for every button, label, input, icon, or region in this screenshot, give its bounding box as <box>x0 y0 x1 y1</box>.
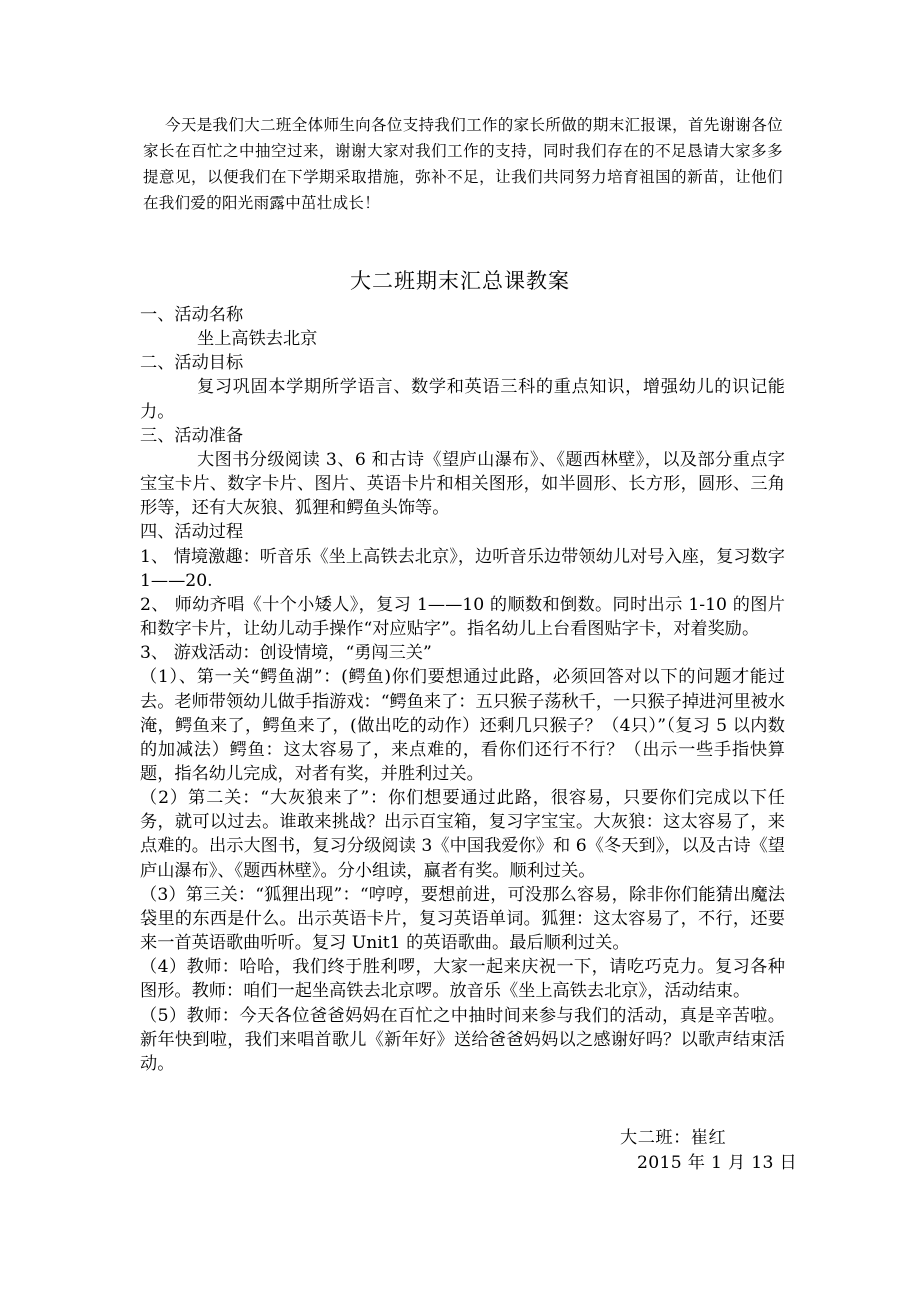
intro-paragraph: 今天是我们大二班全体师生向各位支持我们工作的家长所做的期末汇报课，首先谢谢各位家长在百忙之中抽空过来，谢谢大家对我们工作的支持，同时我们存在的不足恳请大家多多提意见，以便我们在下学期采取措施，弥补不足，让我们共同努力培育祖国的新苗，让他们在我们爱的阳光雨露中茁壮成长！ <box>143 116 783 212</box>
game-level-1: （1）、第一关“鳄鱼湖”：(鳄鱼)你们要想通过此路，必须回答对以下的问题才能过去。老师带领幼儿做手指游戏：“鳄鱼来了：五只猴子荡秋千，一只猴子掉进河里被水淹，鳄鱼来了，鳄鱼来了，(做出吃的动作）还剩几只猴子？（4只）”（复习 5 以内数的加减法）鳄鱼：这太容易了，来点难的，看你们还行不行？（出示一些手指快算题，指名幼儿完成，对者有奖，并胜利过关。 <box>140 667 785 784</box>
section-heading-activity-prep: 三、活动准备 <box>140 425 244 446</box>
author-signature: 大二班：崔红 <box>620 1128 727 1148</box>
game-level-2: （2）第二关：“大灰狼来了”：你们想要通过此路，很容易，只要你们完成以下任务，就可以过去。谁敢来挑战？出示百宝箱，复习字宝宝。大灰狼：这太容易了，来点难的。出示大图书，复习分级阅读 3《中国我爱你》和 6《冬天到》，以及古诗《望庐山瀑布》、《题西林壁》。分小组读，赢者有奖。顺利过关。 <box>140 788 785 881</box>
process-step-2: 2、 师幼齐唱《十个小矮人》，复习 1——10 的顺数和倒数。同时出示 1-10 的图片和数字卡片，让幼儿动手操作“对应贴字”。指名幼儿上台看图贴字卡，对着奖励。 <box>140 594 785 640</box>
section-heading-activity-name: 一、活动名称 <box>140 305 244 325</box>
game-level-3: （3）第三关：“狐狸出现”：“哼哼，要想前进，可没那么容易，除非你们能猜出魔法袋里的东西是什么。出示英语卡片，复习英语单词。狐狸：这太容易了，不行，还要来一首英语歌曲听听。复习 Unit1 的英语歌曲。最后顺利过关。 <box>140 884 785 954</box>
lesson-plan-body <box>140 303 785 1076</box>
document-date: 2015 年 1 月 13 日 <box>637 1153 797 1173</box>
section-heading-activity-process: 四、活动过程 <box>140 522 244 543</box>
document-title: 大二班期末汇总课教案 <box>350 269 570 293</box>
game-level-5: （5）教师：今天各位爸爸妈妈在百忙之中抽时间来参与我们的活动，真是辛苦啦。新年快到啦，我们来唱首歌儿《新年好》送给爸爸妈妈以之感谢好吗？以歌声结束活动。 <box>140 1005 785 1074</box>
process-step-3: 3、 游戏活动：创设情境，“勇闯三关” <box>140 643 432 664</box>
activity-prep-text: 大图书分级阅读 3、6 和古诗《望庐山瀑布》、《题西林壁》，以及部分重点字宝宝卡片、数字卡片、图片、英语卡片和相关图形，如半圆形、长方形，圆形、三角形等，还有大灰狼、狐狸和鳄鱼头饰等。 <box>140 449 785 519</box>
section-heading-activity-goal: 二、活动目标 <box>140 353 244 374</box>
process-step-1: 1、 情境激趣：听音乐《坐上高铁去北京》，边听音乐边带领幼儿对号入座，复习数字 1——20. <box>140 546 785 591</box>
game-level-4: （4）教师：哈哈，我们终于胜利啰，大家一起来庆祝一下，请吃巧克力。复习各种图形。教师：咱们一起坐高铁去北京啰。放音乐《坐上高铁去北京》，活动结束。 <box>140 957 785 1002</box>
activity-goal-text: 复习巩固本学期所学语言、数学和英语三科的重点知识，增强幼儿的识记能力。 <box>140 377 785 422</box>
activity-name-text: 坐上高铁去北京 <box>197 329 318 350</box>
